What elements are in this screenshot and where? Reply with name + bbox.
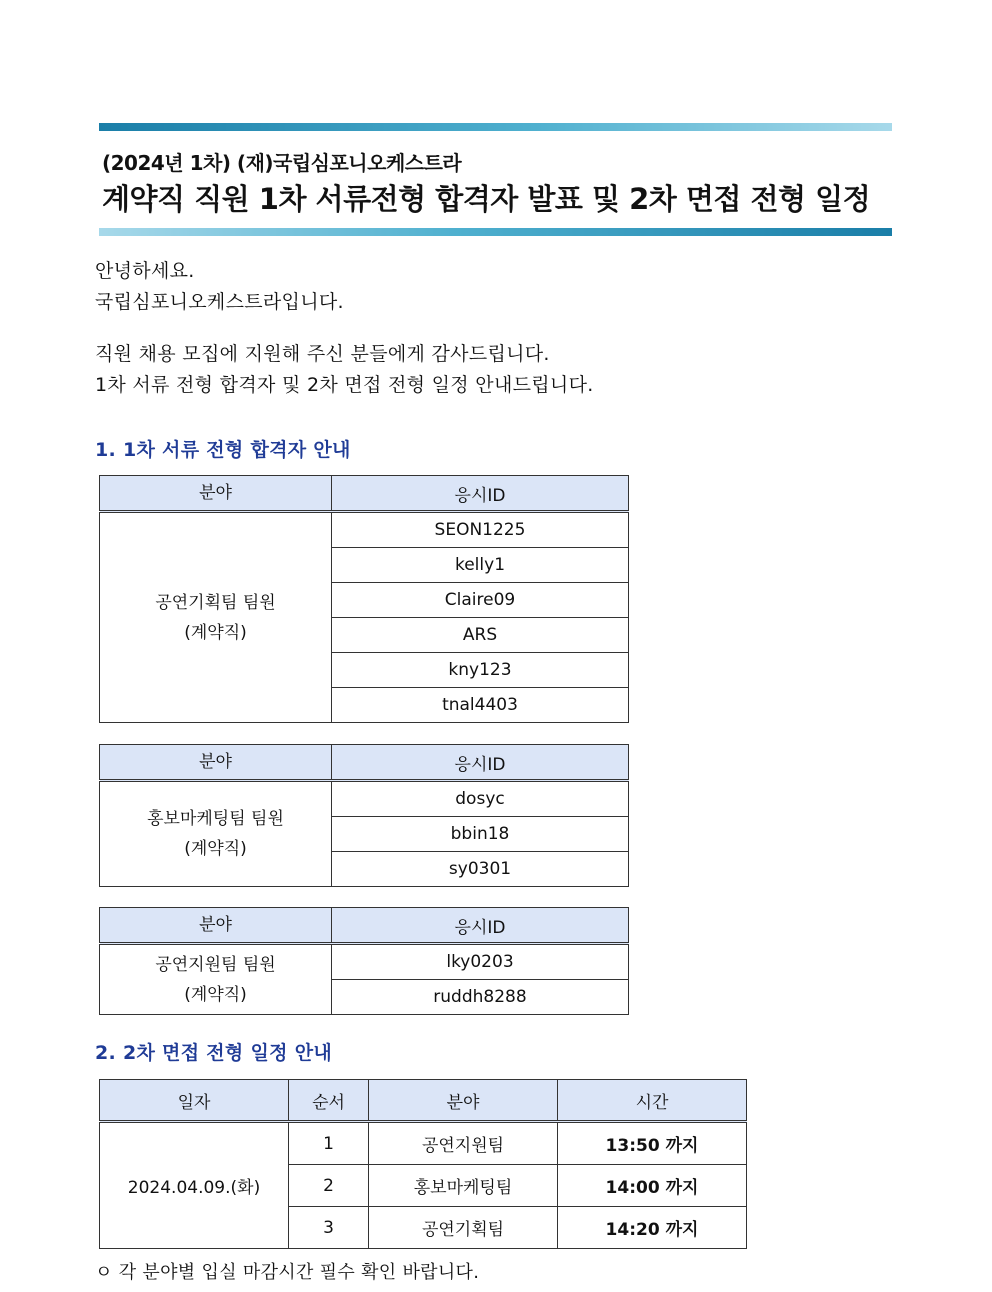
pass-table-support: [99, 907, 629, 1015]
interview-order: 1: [289, 1122, 369, 1165]
applicant-id: ruddh8288: [332, 980, 629, 1015]
closing-note: ㅇ 각 분야별 입실 마감시간 필수 확인 바랍니다.: [95, 1262, 480, 1283]
time-value: 14:20: [605, 1220, 660, 1240]
document-subtitle: (2024년 1차) (재)국립심포니오케스트라: [102, 151, 462, 175]
interview-date: 2024.04.09.(화): [100, 1122, 289, 1249]
interview-order: 2: [289, 1165, 369, 1207]
field-name: 홍보마케팅팀 팀원: [147, 809, 284, 829]
header-top-bar: [99, 123, 892, 131]
applicant-id: sy0301: [332, 852, 629, 887]
interview-schedule-table: [99, 1079, 747, 1249]
interview-field: 공연지원팀: [369, 1122, 558, 1165]
applicant-id: ARS: [332, 618, 629, 653]
field-type: (계약직): [184, 984, 247, 1005]
field-type: (계약직): [184, 839, 247, 859]
pass-table-marketing: [99, 744, 629, 887]
section-1-heading: 1. 1차 서류 전형 합격자 안내: [95, 439, 351, 461]
interview-time: [558, 1207, 747, 1249]
col-time-header: 시간: [558, 1080, 747, 1122]
field-cell: [100, 512, 332, 723]
applicant-id: SEON1225: [332, 512, 629, 548]
greeting-paragraph: [95, 256, 344, 318]
interview-field: 홍보마케팅팀: [369, 1165, 558, 1207]
applicant-id: tnal4403: [332, 688, 629, 723]
field-type: (계약직): [184, 622, 247, 643]
section-2-heading: 2. 2차 면접 전형 일정 안내: [95, 1042, 333, 1064]
col-id-header: 응시ID: [332, 908, 629, 944]
field-cell: [100, 944, 332, 1015]
applicant-id: lky0203: [332, 944, 629, 980]
field-name: 공연기획팀 팀원: [155, 592, 276, 613]
col-id-header: 응시ID: [332, 745, 629, 781]
applicant-id: bbin18: [332, 817, 629, 852]
applicant-id: Claire09: [332, 583, 629, 618]
pass-table-planning: [99, 475, 629, 723]
time-until: 까지: [665, 1178, 699, 1198]
applicant-id: dosyc: [332, 781, 629, 817]
applicant-id: kelly1: [332, 548, 629, 583]
header-bottom-bar: [99, 228, 892, 236]
thanks-line: 직원 채용 모집에 지원해 주신 분들에게 감사드립니다.: [95, 343, 550, 365]
applicant-id: kny123: [332, 653, 629, 688]
document-title: 계약직 직원 1차 서류전형 합격자 발표 및 2차 면접 전형 일정: [102, 182, 871, 216]
field-cell: [100, 781, 332, 887]
col-field-header: 분야: [100, 745, 332, 781]
greeting-line: 안녕하세요.: [95, 260, 195, 282]
col-date-header: 일자: [100, 1080, 289, 1122]
col-field-header: 분야: [100, 908, 332, 944]
time-until: 까지: [665, 1220, 699, 1240]
interview-order: 3: [289, 1207, 369, 1249]
col-field-header: 분야: [100, 476, 332, 512]
col-id-header: 응시ID: [332, 476, 629, 512]
interview-field: 공연기획팀: [369, 1207, 558, 1249]
interview-time: [558, 1165, 747, 1207]
intro-paragraph: [95, 339, 594, 401]
org-line: 국립심포니오케스트라입니다.: [95, 291, 344, 313]
interview-time: [558, 1122, 747, 1165]
announce-line: 1차 서류 전형 합격자 및 2차 면접 전형 일정 안내드립니다.: [95, 374, 594, 396]
time-value: 13:50: [605, 1136, 660, 1156]
time-until: 까지: [665, 1136, 699, 1156]
field-name: 공연지원팀 팀원: [155, 954, 276, 975]
time-value: 14:00: [605, 1178, 660, 1198]
col-field-header: 분야: [369, 1080, 558, 1122]
col-order-header: 순서: [289, 1080, 369, 1122]
